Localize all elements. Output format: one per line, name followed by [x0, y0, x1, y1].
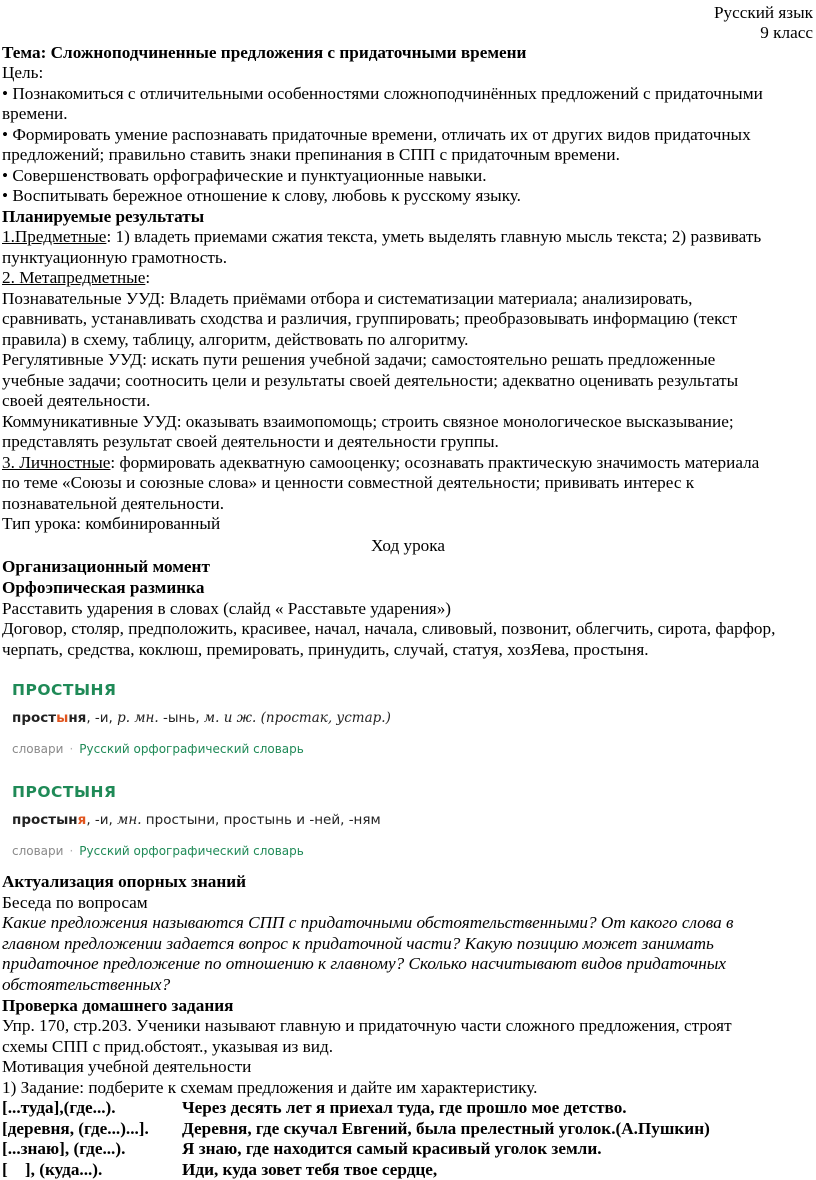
personal-results-label: 3. Личностные [2, 453, 111, 472]
personal-results: 3. Личностные: формировать адекватную самооценку; осознавать практическую значимость материала [2, 453, 760, 472]
goal-line: • Воспитывать бережное отношение к слову, любовь к русскому языку. [2, 186, 521, 205]
dictionary-headword: ПРОСТЫНЯ [12, 783, 117, 801]
dictionary-card [12, 782, 381, 861]
meta-line: правила) в схему, таблицу, алгоритм, действовать по алгоритму. [2, 330, 469, 349]
subject-label: Русский язык [713, 3, 813, 22]
task-instruction: 1) Задание: подберите к схемам предложения и дайте им характеристику. [2, 1078, 538, 1097]
goal-line: предложений; правильно ставить знаки препинания в СПП с придаточным времени. [2, 145, 620, 164]
scheme-sentence: Через десять лет я приехал туда, где прошло мое детство. [182, 1098, 627, 1117]
personal-line: познавательной деятельности. [2, 494, 225, 513]
dictionary-definition: простыня, -и, мн. простыни, простынь и -ней, -ням [12, 812, 381, 829]
goal-line: времени. [2, 104, 68, 123]
scheme-row [2, 1098, 627, 1118]
subject-results-label: 1.Предметные [2, 227, 107, 246]
scheme-row [2, 1139, 602, 1159]
org-moment-heading: Организационный момент [2, 557, 210, 576]
scheme-sentence: Деревня, где скучал Евгений, была прелестный уголок.(А.Пушкин) [182, 1119, 710, 1138]
homework-heading: Проверка домашнего задания [2, 996, 234, 1015]
question-line: Какие предложения называются СПП с придаточными обстоятельственными? От какого слова в [2, 913, 734, 932]
meta-line: сравнивать, устанавливать сходства и различия, группировать; преобразовывать информацию (текст [2, 309, 738, 328]
scheme-row [2, 1160, 438, 1180]
scheme-sentence: Я знаю, где находится самый красивый уголок земли. [182, 1139, 602, 1158]
question-line: главном предложении задается вопрос к придаточной части? Какую позицию может занимать [2, 934, 714, 953]
orthoepy-words: черпать, средства, коклюш, премировать, принудить, случай, статуя, хозЯева, простыня. [2, 640, 649, 659]
question-line: обстоятельственных? [2, 975, 171, 994]
scheme: [деревня, (где...)...]. [2, 1119, 149, 1138]
motivation-label: Мотивация учебной деятельности [2, 1057, 252, 1076]
lesson-type: Тип урока: комбинированный [2, 514, 221, 533]
scheme-row [2, 1119, 710, 1139]
grade-label: 9 класс [760, 23, 813, 42]
goal-line: • Формировать умение распознавать придаточные времени, отличать их от других видов придаточных [2, 125, 751, 144]
scheme: [ ], (куда...). [2, 1160, 103, 1179]
orthoepy-heading: Орфоэпическая разминка [2, 578, 205, 597]
orthoepy-task: Расставить ударения в словах (слайд « Расставьте ударения») [2, 599, 452, 618]
dictionary-headword: ПРОСТЫНЯ [12, 681, 117, 699]
lesson-flow-heading: Ход урока [371, 536, 445, 555]
homework-line: Упр. 170, стр.203. Ученики называют главную и придаточную части сложного предложения, строят [2, 1016, 732, 1035]
goal-line: • Совершенствовать орфографические и пунктуационные навыки. [2, 166, 487, 185]
goal-line: • Познакомиться с отличительными особенностями сложноподчинённых предложений с придаточными [2, 84, 763, 103]
question-line: придаточное предложение по отношению к главному? Сколько насчитывают видов придаточных [2, 954, 727, 973]
lesson-topic: Тема: Сложноподчиненные предложения с придаточными времени [2, 43, 527, 62]
meta-line: учебные задачи; соотносить цели и результаты своей деятельности; адекватно оценивать результаты [2, 371, 739, 390]
personal-line: по теме «Союзы и союзные слова» и ценности совместной деятельности; прививать интерес к [2, 473, 695, 492]
meta-line: представлять результат своей деятельности и деятельности группы. [2, 432, 499, 451]
scheme: [...туда],(где...). [2, 1098, 116, 1117]
dictionary-card [12, 680, 391, 759]
meta-results: 2. Метапредметные: [2, 268, 151, 287]
dictionary-definition: простыня, -и, р. мн. -ынь, м. и ж. (простак, устар.) [12, 710, 391, 727]
orthoepy-words: Договор, столяр, предположить, красивее, начал, начала, сливовый, позвонит, облегчить, сирота, фарфор, [2, 619, 776, 638]
meta-line: Коммуникативные УУД: оказывать взаимопомощь; строить связное монологическое высказывание; [2, 412, 734, 431]
dictionary-source[interactable]: словари · Русский орфографический словарь [12, 843, 304, 858]
meta-line: Регулятивные УУД: искать пути решения учебной задачи; самостоятельно решать предложенные [2, 350, 716, 369]
scheme: [...знаю], (где...). [2, 1139, 126, 1158]
conversation-label: Беседа по вопросам [2, 893, 148, 912]
meta-results-label: 2. Метапредметные [2, 268, 146, 287]
scheme-sentence: Иди, куда зовет тебя твое сердце, [182, 1160, 438, 1179]
dictionary-source[interactable]: словари · Русский орфографический словарь [12, 741, 304, 756]
subject-results-cont: пунктуационную грамотность. [2, 248, 228, 267]
actualization-heading: Актуализация опорных знаний [2, 872, 247, 891]
meta-line: Познавательные УУД: Владеть приёмами отбора и систематизации материала; анализировать, [2, 289, 693, 308]
goal-label: Цель: [2, 63, 44, 82]
results-title: Планируемые результаты [2, 207, 205, 226]
meta-line: своей деятельности. [2, 391, 151, 410]
homework-line: схемы СПП с прид.обстоят., указывая из вид. [2, 1037, 333, 1056]
subject-results: 1.Предметные: 1) владеть приемами сжатия текста, уметь выделять главную мысль текста; 2) развивать [2, 227, 762, 246]
